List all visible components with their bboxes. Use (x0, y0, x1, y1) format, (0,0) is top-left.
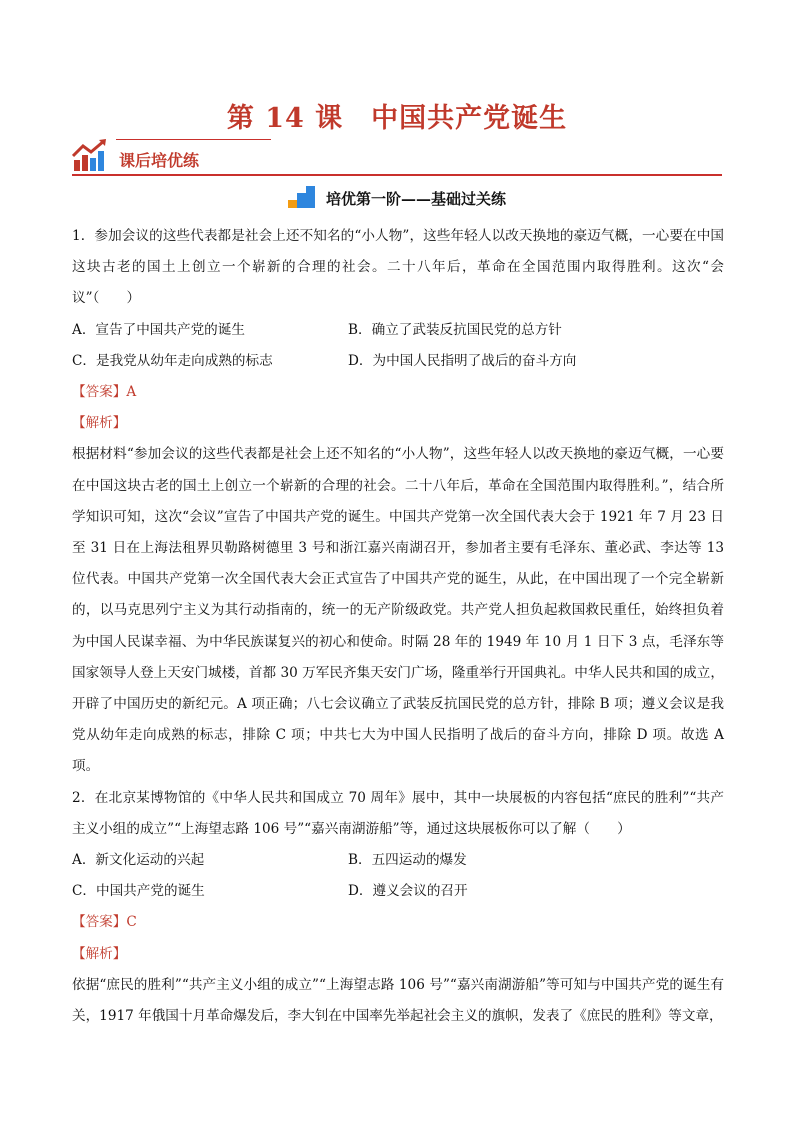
analysis-label: 【解析】 (72, 415, 127, 432)
analysis-text: 根据材料“参加会议的这些代表都是社会上还不知名的“小人物”，这些年轻人以改天换地的豪迈气概，一心要在中国这块古老的国土上创立一个崭新的合理的社会。二十八年后，革命在全国范围内取得胜利。”，结合所学知识可知，这次“会议”宣告了中国共产党的诞生。中国共产党第一次全国代表大会于 1921 年 7 月 23 日至 31 日在上海法租界贝勒路树德里 3 号和浙江嘉兴南湖召开，参加者主要有毛泽东、董必武、李达等 13 位代表。中国共产党第一次全国代表大会正式宣告了中国共产党的诞生，从此，在中国出现了一个完全崭新的，以马克思列宁主义为其行动指南的，统一的无产阶级政党。共产党人担负起救国救民重任，始终担负着为中国人民谋幸福、为中华民族谋复兴的初心和使命。时隔 28 年的 1949 年 10 月 1 日下 3 点，毛泽东等国家领导人登上天安门城楼，首都 30 万军民齐集天安门广场，隆重举行开国典礼。中华人民共和国的成立，开辟了中国历史的新纪元。A 项正确；八七会议确立了武装反抗国民党的总方针，排除 B 项；遵义会议是我党从幼年走向成熟的标志，排除 C 项；中共七大为中国人民指明了战后的奋斗方向，排除 D 项。故选 A 项。 (72, 446, 724, 775)
option-row (72, 876, 724, 907)
question-stem: 1．参加会议的这些代表都是社会上还不知名的“小人物”，这些年轻人以改天换地的豪迈气概，一心要在中国这块古老的国土上创立一个崭新的合理的社会。二十八年后，革命在全国范围内取得胜利。这次“会议”（ ） (72, 228, 724, 307)
answer-line (72, 907, 724, 938)
option-d: D．为中国人民指明了战后的奋斗方向 (348, 352, 577, 369)
option-d: D．遵义会议的召开 (348, 883, 468, 900)
analysis-text: 依据“庶民的胜利”“共产主义小组的成立”“上海望志路 106 号”“嘉兴南湖游船”等可知与中国共产党的诞生有关，1917 年俄国十月革命爆发后，李大钊在中国率先举起社会主义的旗帜，发表了《庶民的胜利》等文章， (72, 976, 724, 1025)
section-header (72, 136, 722, 178)
option-row (72, 315, 724, 346)
analysis-label: 【解析】 (72, 945, 127, 962)
page-title: 第 14 课 中国共产党诞生 (226, 103, 568, 134)
option-a: A．新文化运动的兴起 (72, 852, 205, 869)
option-c: C．中国共产党的诞生 (72, 883, 205, 900)
option-row (72, 845, 724, 876)
step-label: 培优第一阶——基础过关练 (325, 190, 506, 208)
questions (72, 221, 724, 1032)
section-label: 课后培优练 (119, 151, 200, 170)
answer-label: 【答案】 (72, 914, 127, 931)
option-row (72, 346, 724, 377)
answer-label: 【答案】 (72, 384, 127, 401)
growth-chart-icon (72, 138, 108, 172)
stairs-icon (288, 186, 318, 208)
option-b: B．确立了武装反抗国民党的总方针 (348, 321, 562, 338)
option-a: A．宣告了中国共产党的诞生 (72, 321, 245, 338)
answer-value: C (126, 914, 137, 931)
section-rule (72, 174, 722, 176)
option-c: C．是我党从幼年走向成熟的标志 (72, 352, 273, 369)
decorative-line (116, 139, 271, 140)
answer-line (72, 377, 724, 408)
option-b: B．五四运动的爆发 (348, 852, 467, 869)
step-header (0, 186, 794, 209)
question-stem: 2．在北京某博物馆的《中华人民共和国成立 70 周年》展中，其中一块展板的内容包括“庶民的胜利”“共产主义小组的成立”“上海望志路 106 号”“嘉兴南湖游船”等，通过这块展板你可以了解（ ） (72, 789, 724, 837)
answer-value: A (126, 384, 137, 401)
